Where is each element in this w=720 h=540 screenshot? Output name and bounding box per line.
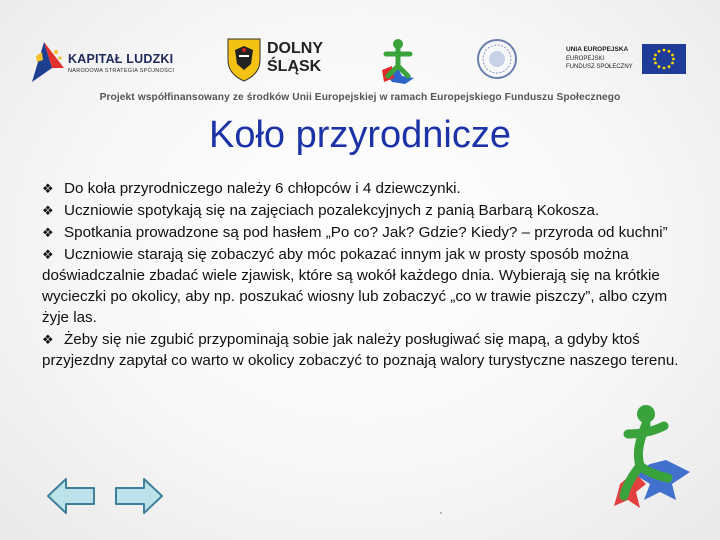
right-arrow-icon [114, 476, 164, 516]
seal-logo [476, 38, 518, 80]
kapital-ludzki-logo [30, 38, 180, 84]
eu-logo [560, 42, 690, 82]
dolny-slask-logo [225, 36, 335, 84]
list-item-text: Spotkania prowadzone są pod hasłem „Po co? Jak? Gdzie? Kiedy? – przyroda od kuchni” [64, 224, 668, 241]
list-item [42, 200, 682, 221]
list-item [42, 178, 682, 199]
star-figure-icon [372, 36, 422, 86]
dolny-slask-line2: ŚLĄSK [267, 58, 322, 75]
bullet-icon: ❖ [42, 332, 54, 347]
bullet-icon: ❖ [42, 203, 54, 218]
bullet-icon: ❖ [42, 225, 54, 240]
seal-icon [476, 38, 518, 80]
previous-slide-button[interactable] [46, 476, 96, 516]
eu-line2: EUROPEJSKI [566, 56, 605, 62]
logo-bar [0, 30, 720, 90]
next-slide-button[interactable] [114, 476, 164, 516]
star-figure-decoration-icon [606, 400, 696, 530]
project-funding-line: Projekt współfinansowany ze środków Unii Europejskiej w ramach Europejskiego Funduszu Społecznego [99, 92, 621, 103]
kapital-ludzki-icon [30, 38, 66, 84]
list-item-text: Uczniowie spotykają się na zajęciach pozalekcyjnych z panią Barbarą Kokosza. [64, 202, 600, 219]
school-star-logo [372, 36, 422, 86]
list-item-text: Do koła przyrodniczego należy 6 chłopców i 4 dziewczynki. [64, 180, 461, 197]
list-item-text: Żeby się nie zgubić przypominają sobie jak należy posługiwać się mapą, a gdyby ktoś przyjezdny zapytał co warto w okolicy zobaczyć to poznają walory turystyczne naszego terenu. [42, 331, 679, 369]
left-arrow-icon [46, 476, 96, 516]
eu-flag-icon [642, 44, 686, 74]
eu-line3: FUNDUSZ SPOŁECZNY [566, 64, 633, 70]
eu-line1: UNIA EUROPEJSKA [566, 46, 629, 53]
slide-content [42, 178, 682, 372]
kapital-ludzki-name: KAPITAŁ LUDZKI [68, 52, 174, 66]
list-item [42, 329, 682, 371]
list-item-text: Uczniowie starają się zobaczyć aby móc pokazać innym jak w prosty sposób można doświadczalnie zbadać wiele zjawisk, które są wokół każdego dnia. Wybierają się na krótkie wycieczki po okolicy, aby np. poszukać wiosny lub zobaczyć „co w trawie piszczy”, albo czym żyje las. [42, 246, 668, 326]
slide-title: Koło przyrodnicze [208, 114, 512, 156]
dolny-slask-line1: DOLNY [267, 40, 323, 57]
bullet-icon: ❖ [42, 181, 54, 196]
list-item [42, 244, 682, 328]
school-mascot-decoration [606, 400, 696, 530]
list-item [42, 222, 682, 243]
decorative-dot [440, 512, 442, 514]
coat-of-arms-icon [225, 36, 263, 82]
kapital-ludzki-subtitle: NARODOWA STRATEGIA SPÓJNOŚCI [68, 68, 175, 74]
bullet-icon: ❖ [42, 247, 54, 262]
